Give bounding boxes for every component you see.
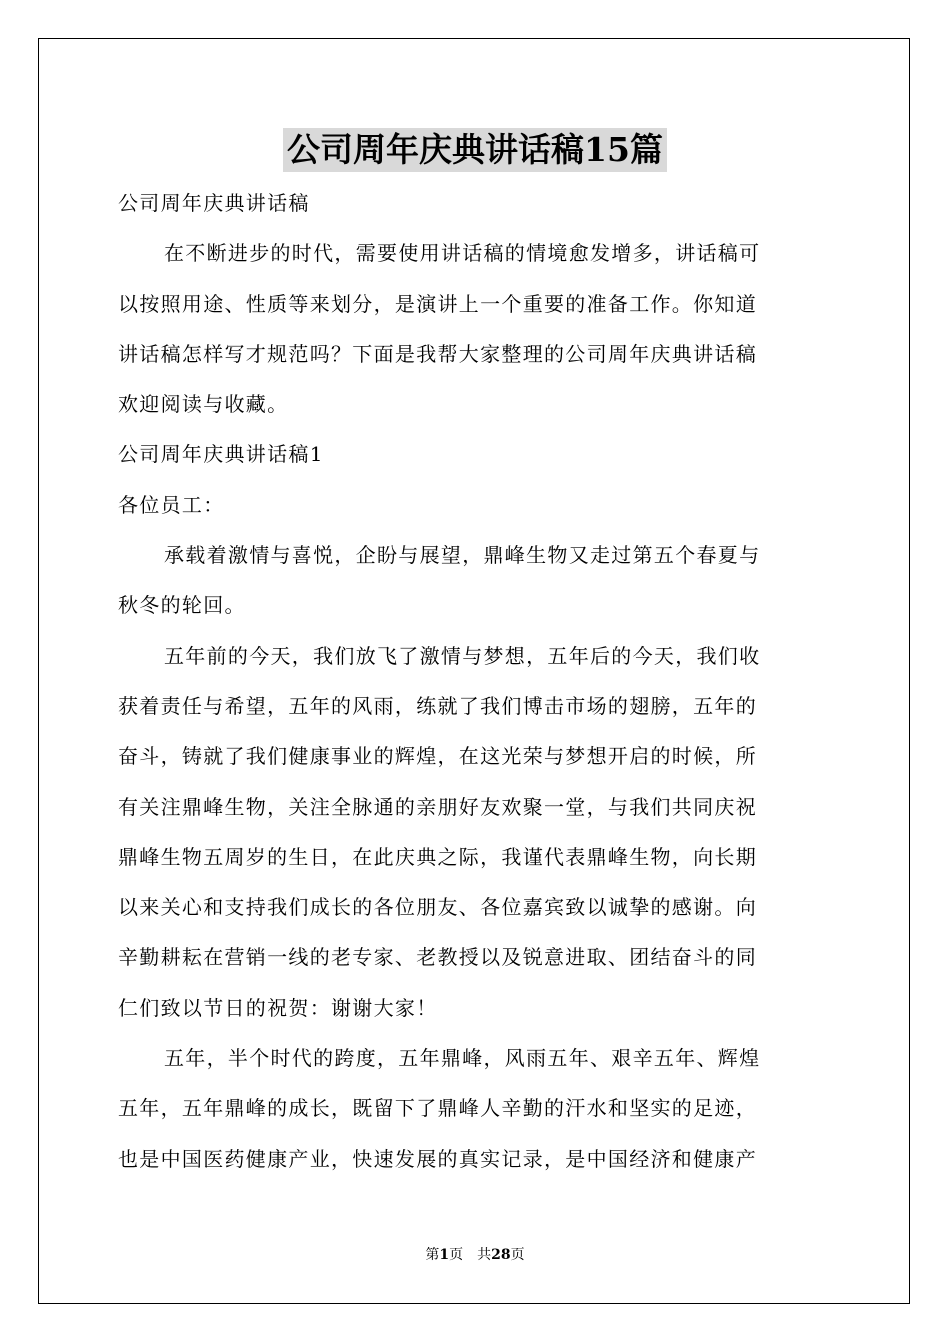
paragraph-line: 奋斗，铸就了我们健康事业的辉煌，在这光荣与梦想开启的时候，所 (118, 744, 757, 769)
title-container (0, 128, 950, 172)
paragraph-line: 以按照用途、性质等来划分，是演讲上一个重要的准备工作。你知道 (118, 291, 757, 316)
section-heading: 公司周年庆典讲话稿1 (118, 442, 324, 467)
page-current: 1 (439, 1247, 450, 1263)
page-suffix: 页 (510, 1247, 525, 1263)
paragraph-line: 讲话稿怎样写才规范吗？下面是我帮大家整理的公司周年庆典讲话稿 (118, 341, 757, 366)
page-prefix: 第 (425, 1247, 440, 1263)
paragraph-line: 秋冬的轮回。 (118, 593, 246, 618)
salutation: 各位员工： (118, 492, 225, 517)
paragraph-line: 鼎峰生物五周岁的生日，在此庆典之际，我谨代表鼎峰生物，向长期 (118, 844, 757, 869)
page-mid: 页 共 (449, 1247, 492, 1263)
paragraph-line: 欢迎阅读与收藏。 (118, 392, 289, 417)
document-body (118, 178, 834, 1184)
paragraph-line: 五年，半个时代的跨度，五年鼎峰，风雨五年、艰辛五年、辉煌 (164, 1046, 761, 1071)
paragraph-line: 也是中国医药健康产业，快速发展的真实记录，是中国经济和健康产 (118, 1146, 757, 1171)
paragraph-line: 在不断进步的时代，需要使用讲话稿的情境愈发增多，讲话稿可 (164, 241, 761, 266)
paragraph-line: 五年，五年鼎峰的成长，既留下了鼎峰人辛勤的汗水和坚实的足迹， (118, 1096, 757, 1121)
paragraph-line: 五年前的今天，我们放飞了激情与梦想，五年后的今天，我们收 (164, 643, 761, 668)
paragraph-line: 承载着激情与喜悦，企盼与展望，鼎峰生物又走过第五个春夏与 (164, 543, 761, 568)
section-heading: 公司周年庆典讲话稿 (118, 191, 310, 215)
paragraph-line: 辛勤耕耘在营销一线的老专家、老教授以及锐意进取、团结奋斗的同 (118, 945, 757, 970)
page-footer (0, 1245, 950, 1265)
page-total: 28 (491, 1247, 511, 1263)
document-title: 公司周年庆典讲话稿15篇 (283, 128, 667, 172)
paragraph-line: 仁们致以节日的祝贺：谢谢大家！ (118, 995, 438, 1020)
paragraph-line: 获着责任与希望，五年的风雨，练就了我们博击市场的翅膀，五年的 (118, 693, 757, 718)
paragraph-line: 有关注鼎峰生物，关注全脉通的亲朋好友欢聚一堂，与我们共同庆祝 (118, 794, 757, 819)
paragraph-line: 以来关心和支持我们成长的各位朋友、各位嘉宾致以诚挚的感谢。向 (118, 895, 757, 920)
